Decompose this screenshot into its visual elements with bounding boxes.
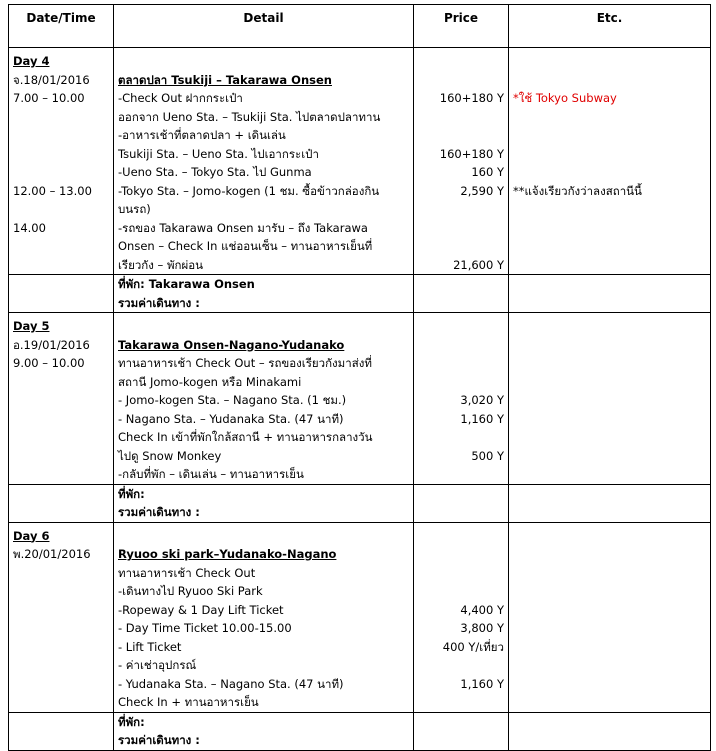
header-price: Price <box>414 5 509 48</box>
day5-price: 500 Y <box>471 448 504 463</box>
day5-price-cell <box>414 313 509 485</box>
day4-line: ออกจาก Ueno Sta. – Tsukiji Sta. ไปตลาดปลาทาน <box>118 109 381 124</box>
day4-label: Day 4 <box>13 54 50 68</box>
day6-line: - Lift Ticket <box>118 639 182 654</box>
day6-line: - Day Time Ticket 10.00-15.00 <box>118 621 292 635</box>
day6-row <box>9 522 711 712</box>
day5-detail-cell <box>114 313 414 485</box>
day4-price-cell <box>414 48 509 275</box>
day4-title: ตลาดปลา Tsukiji – Takarawa Onsen <box>118 72 332 87</box>
day5-line: - Nagano Sta. – Yudanaka Sta. (47 นาที) <box>118 411 344 426</box>
day6-line: -เดินทางไป Ryuoo Ski Park <box>118 584 263 598</box>
day4-date-cell <box>9 48 114 275</box>
header-date: Date/Time <box>9 5 114 48</box>
day6-line: Check In + ทานอาหารเย็น <box>118 695 259 709</box>
day6-price-cell <box>414 522 509 712</box>
day4-line: -Check Out ฝากกระเป๋า <box>118 91 243 105</box>
day5-summary-row <box>9 484 711 522</box>
day5-label: Day 5 <box>13 319 50 333</box>
day4-line: -Tokyo Sta. – Jomo-kogen (1 ชม. ซื้อข้าวกล่องกิน <box>118 183 380 198</box>
day5-total: รวมค่าเดินทาง : <box>118 505 200 519</box>
day4-line: -รถของ Takarawa Onsen มารับ – ถึง Takarawa <box>118 220 368 235</box>
day4-line: -อาหารเช้าที่ตลาดปลา + เดินเล่น <box>118 128 286 142</box>
day6-line: -Ropeway & 1 Day Lift Ticket <box>118 602 284 617</box>
header-row <box>9 5 711 48</box>
day6-line: ทานอาหารเช้า Check Out <box>118 565 256 580</box>
day5-line: ทานอาหารเช้า Check Out – รถของเรียวกังมาส่งที่ <box>118 356 372 370</box>
day4-note1: *ใช้ Tokyo Subway <box>513 91 617 105</box>
day5-line: Check In เข้าที่พักใกล้สถานี + ทานอาหารกลางวัน <box>118 430 373 444</box>
day4-price: 21,600 Y <box>453 257 504 272</box>
day6-title: Ryuoo ski park–Yudanako-Nagano <box>118 547 337 561</box>
day4-time1: 7.00 – 10.00 <box>13 91 85 105</box>
day4-summary-row <box>9 275 711 313</box>
day6-date-cell <box>9 522 114 712</box>
day5-time1: 9.00 – 10.00 <box>13 356 85 370</box>
day4-line: เรียวกัง – พักผ่อน <box>118 257 203 272</box>
day5-date-cell <box>9 313 114 485</box>
day6-price: 400 Y/เที่ยว <box>442 639 504 654</box>
day4-time2: 12.00 – 13.00 <box>13 183 92 198</box>
day5-line: - Jomo-kogen Sta. – Nagano Sta. (1 ชม.) <box>118 393 347 407</box>
day5-price: 1,160 Y <box>460 411 504 426</box>
day5-stay: ที่พัก: <box>118 486 145 501</box>
day4-line: บนรถ) <box>118 202 151 216</box>
day4-stay: ที่พัก: Takarawa Onsen <box>118 277 255 291</box>
day6-summary-row <box>9 712 711 750</box>
day4-price: 160 Y <box>471 165 504 179</box>
day5-row <box>9 313 711 485</box>
day6-line: - Yudanaka Sta. – Nagano Sta. (47 นาที) <box>118 676 344 691</box>
day6-price: 4,400 Y <box>460 602 504 617</box>
day5-line: สถานี Jomo-kogen หรือ Minakami <box>118 374 302 389</box>
day4-price: 160+180 Y <box>439 146 504 161</box>
day4-total: รวมค่าเดินทาง : <box>118 295 200 310</box>
day5-line: -กลับที่พัก – เดินเล่น – ทานอาหารเย็น <box>118 467 304 481</box>
header-etc: Etc. <box>509 5 711 48</box>
day5-line: ไปดู Snow Monkey <box>118 448 222 463</box>
day4-row <box>9 48 711 275</box>
day6-total: รวมค่าเดินทาง : <box>118 733 200 747</box>
day6-line: - ค่าเช่าอุปกรณ์ <box>118 658 197 672</box>
day5-title: Takarawa Onsen-Nagano-Yudanako <box>118 337 345 352</box>
day4-etc-cell <box>509 48 711 275</box>
day6-stay: ที่พัก: <box>118 714 145 729</box>
day4-line: Onsen – Check In แช่ออนเซ็น – ทานอาหารเย็นที่ <box>118 239 373 253</box>
day6-price: 3,800 Y <box>460 621 504 635</box>
day4-date: จ.18/01/2016 <box>13 72 90 87</box>
day4-note2: **แจ้งเรียวกังว่าลงสถานีนี้ <box>513 183 642 198</box>
day5-date: อ.19/01/2016 <box>13 337 90 352</box>
day4-line: -Ueno Sta. – Tokyo Sta. ไป Gunma <box>118 165 312 179</box>
header-detail: Detail <box>114 5 414 48</box>
day6-price: 1,160 Y <box>460 676 504 691</box>
day6-label: Day 6 <box>13 528 50 543</box>
day4-line: Tsukiji Sta. – Ueno Sta. ไปเอากระเป๋า <box>118 146 319 161</box>
itinerary-table <box>8 4 711 751</box>
day4-detail-cell <box>114 48 414 275</box>
day5-price: 3,020 Y <box>460 393 504 407</box>
day4-time3: 14.00 <box>13 220 46 235</box>
day4-price: 160+180 Y <box>439 91 504 105</box>
day4-price: 2,590 Y <box>460 183 504 198</box>
day6-detail-cell <box>114 522 414 712</box>
day6-date: พ.20/01/2016 <box>13 547 91 561</box>
